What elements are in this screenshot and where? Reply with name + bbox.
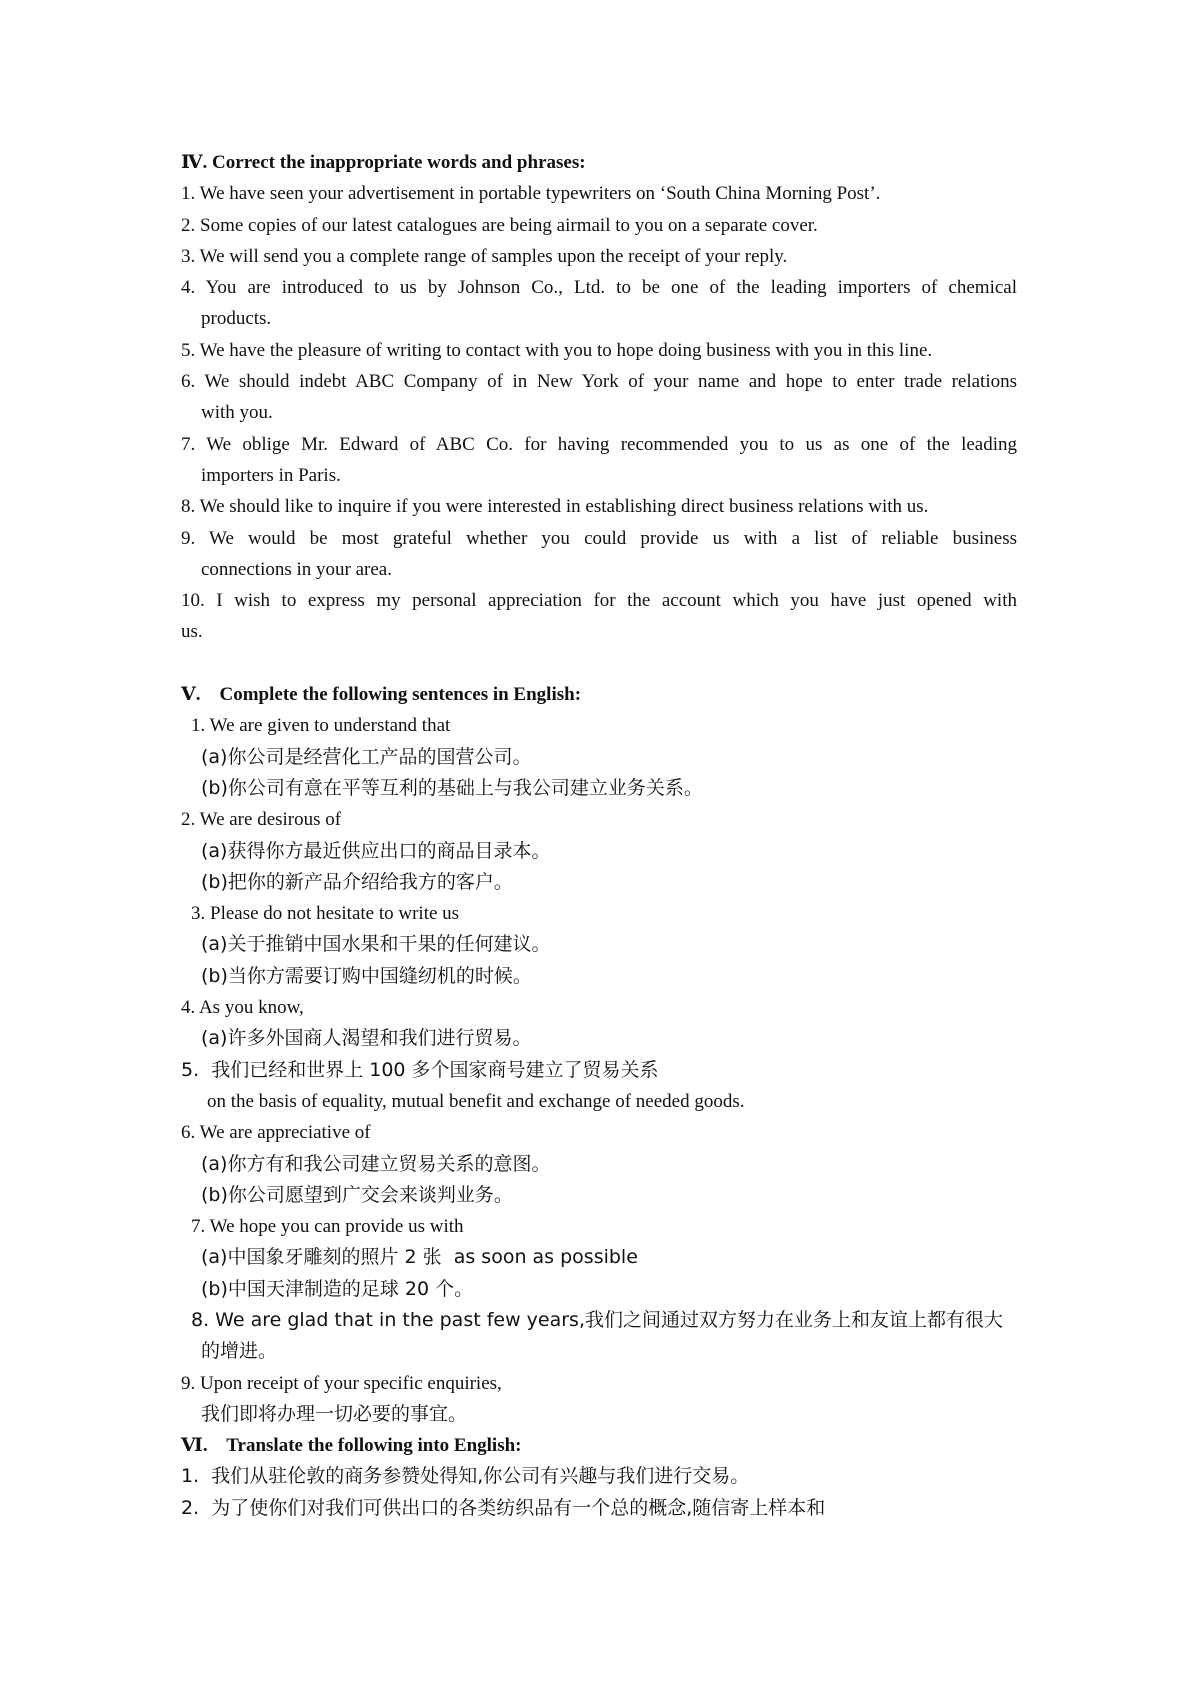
s5-item-7b: (b)中国天津制造的足球 20 个。	[201, 1277, 474, 1300]
s5-item-2a: (a)获得你方最近供应出口的商品目录本。	[201, 839, 551, 862]
s4-item-2: 2. Some copies of our latest catalogues are being airmail to you on a separate cover.	[181, 214, 818, 236]
s4-item-10: 10. I wish to express my personal appreciation for the account which you have just opened with	[181, 590, 1017, 612]
s4-item-6: 6. We should indebt ABC Company of in New York of your name and hope to enter trade relations	[181, 371, 1017, 393]
s4-item-1: 1. We have seen your advertisement in portable typewriters on ‘South China Morning Post’.	[181, 183, 881, 205]
s4-item-8: 8. We should like to inquire if you were interested in establishing direct business relations with us.	[181, 496, 929, 518]
s5-item-8-cont: 的增进。	[201, 1340, 278, 1363]
section-5-heading: Ⅴ. Complete the following sentences in English:	[181, 684, 582, 706]
s5-item-4a: (a)许多外国商人渴望和我们进行贸易。	[201, 1027, 532, 1050]
s5-item-5-cont: on the basis of equality, mutual benefit and exchange of needed goods.	[207, 1090, 745, 1112]
s4-item-10-cont: us.	[181, 621, 203, 643]
s5-item-5: 5. 我们已经和世界上 100 多个国家商号建立了贸易关系	[181, 1058, 659, 1081]
s5-item-6: 6. We are appreciative of	[181, 1122, 371, 1144]
s6-item-1: 1. 我们从驻伦敦的商务参赞处得知,你公司有兴趣与我们进行交易。	[181, 1465, 750, 1488]
s4-item-4: 4. You are introduced to us by Johnson Co., Ltd. to be one of the leading importers of chemical	[181, 277, 1017, 299]
s5-item-3a: (a)关于推销中国水果和干果的任何建议。	[201, 933, 551, 956]
s5-item-2: 2. We are desirous of	[181, 809, 342, 831]
section-4-heading: Ⅳ. Correct the inappropriate words and phrases:	[181, 152, 586, 173]
s5-item-7: 7. We hope you can provide us with	[191, 1216, 464, 1238]
s4-item-3: 3. We will send you a complete range of samples upon the receipt of your reply.	[181, 245, 788, 267]
s4-item-4-cont: products.	[201, 308, 272, 330]
s4-item-6-cont: with you.	[201, 402, 273, 424]
document-body	[181, 147, 1017, 1524]
s5-item-3b: (b)当你方需要订购中国缝纫机的时候。	[201, 964, 532, 987]
s5-item-9-cont: 我们即将办理一切必要的事宜。	[201, 1402, 468, 1425]
s4-item-5: 5. We have the pleasure of writing to contact with you to hope doing business with you in this line.	[181, 339, 933, 361]
s4-item-9-cont: connections in your area.	[201, 558, 392, 580]
s5-item-9: 9. Upon receipt of your specific enquiries,	[181, 1372, 502, 1394]
s4-item-7: 7. We oblige Mr. Edward of ABC Co. for having recommended you to us as one of the leading	[181, 433, 1017, 455]
s5-item-1a: (a)你公司是经营化工产品的国营公司。	[201, 745, 532, 768]
s4-item-9: 9. We would be most grateful whether you could provide us with a list of reliable business	[181, 527, 1017, 549]
s4-item-7-cont: importers in Paris.	[201, 464, 341, 486]
s6-item-2: 2. 为了使你们对我们可供出口的各类纺织品有一个总的概念,随信寄上样本和	[181, 1496, 826, 1519]
s5-item-6a: (a)你方有和我公司建立贸易关系的意图。	[201, 1152, 551, 1175]
s5-item-1b: (b)你公司有意在平等互利的基础上与我公司建立业务关系。	[201, 776, 703, 799]
section-6-heading: Ⅵ. Translate the following into English:	[181, 1435, 522, 1457]
s5-item-2b: (b)把你的新产品介绍给我方的客户。	[201, 870, 513, 893]
s5-item-4: 4. As you know,	[181, 997, 304, 1019]
s5-item-6b: (b)你公司愿望到广交会来谈判业务。	[201, 1183, 513, 1206]
section-spacer	[181, 648, 1017, 679]
s5-item-7a: (a)中国象牙雕刻的照片 2 张 as soon as possible	[201, 1246, 638, 1269]
s5-item-3: 3. Please do not hesitate to write us	[191, 903, 460, 925]
s5-item-8: 8. We are glad that in the past few years,我们之间通过双方努力在业务上和友谊上都有很大	[191, 1308, 1004, 1331]
s5-item-1: 1. We are given to understand that	[191, 715, 451, 737]
